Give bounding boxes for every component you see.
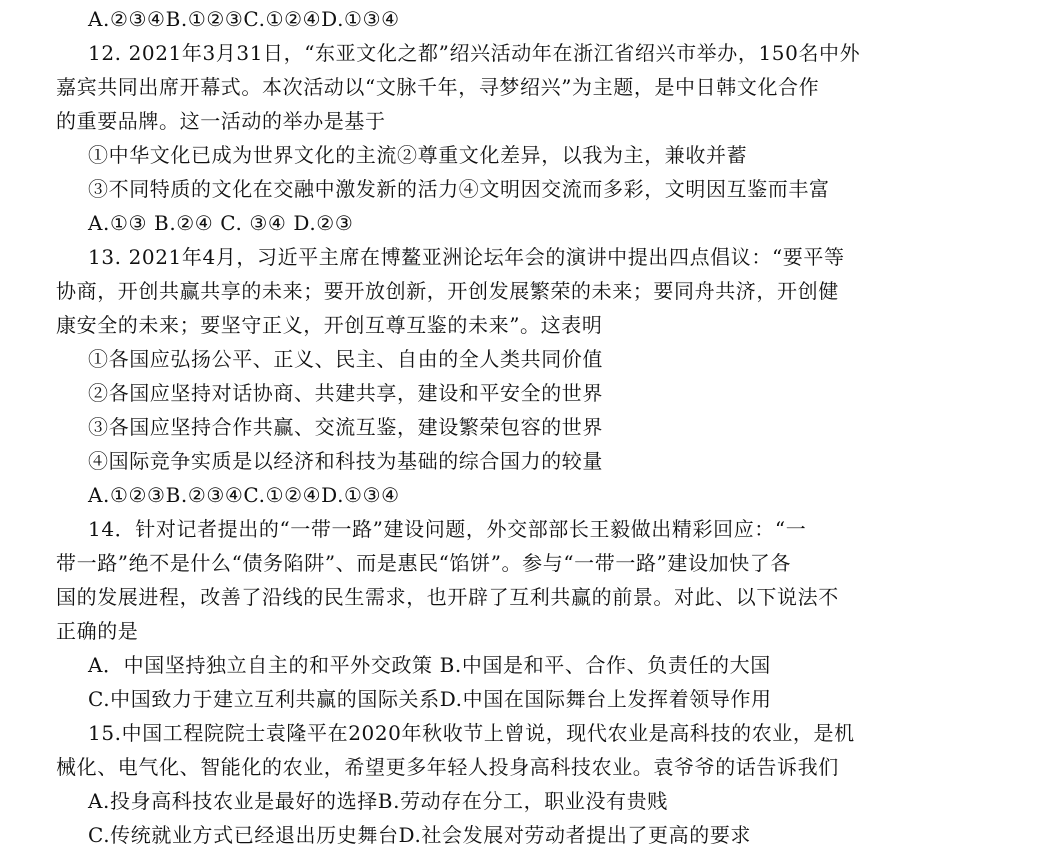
q14-options-c-d: C.中国致力于建立互利共赢的国际关系D.中国在国际舞台上发挥着领导作用: [88, 687, 772, 711]
q12-stem-line-1: 12. 2021年3月31日，“东亚文化之都”绍兴活动年在浙江省绍兴市举办，150名中外: [88, 41, 861, 65]
q14-options-a-b: A．中国坚持独立自主的和平外交政策 B.中国是和平、合作、负责任的大国: [88, 653, 771, 677]
q15-stem-line-2: 械化、电气化、智能化的农业，希望更多年轻人投身高科技农业。袁爷爷的话告诉我们: [56, 755, 839, 779]
q13-statement-4: ④国际竞争实质是以经济和科技为基础的综合国力的较量: [88, 449, 603, 473]
q14-stem-line-3: 国的发展进程，改善了沿线的民生需求，也开辟了互利共赢的前景。对此、以下说法不: [56, 585, 839, 609]
q12-options: A.①③ B.②④ C. ③④ D.②③: [88, 211, 354, 235]
q14-stem-line-4: 正确的是: [56, 619, 139, 643]
q12-statement-3-4: ③不同特质的文化在交融中激发新的活力④文明因交流而多彩，文明因互鉴而丰富: [88, 177, 830, 201]
q13-statement-3: ③各国应坚持合作共赢、交流互鉴，建设繁荣包容的世界: [88, 415, 603, 439]
q12-statement-1-2: ①中华文化已成为世界文化的主流②尊重文化差异，以我为主，兼收并蓄: [88, 143, 748, 167]
q13-stem-line-1: 13. 2021年4月，习近平主席在博鳌亚洲论坛年会的演讲中提出四点倡议：“要平等: [88, 245, 845, 269]
q13-stem-line-2: 协商，开创共赢共享的未来；要开放创新，开创发展繁荣的未来；要同舟共济，开创健: [56, 279, 839, 303]
q13-stem-line-3: 康安全的未来；要坚守正义，开创互尊互鉴的未来”。这表明: [56, 313, 603, 337]
q11-options: A.②③④B.①②③C.①②④D.①③④: [88, 7, 400, 31]
q15-stem-line-1: 15.中国工程院院士袁隆平在2020年秋收节上曾说，现代农业是高科技的农业，是机: [88, 721, 855, 745]
q13-statement-1: ①各国应弘扬公平、正义、民主、自由的全人类共同价值: [88, 347, 603, 371]
q13-options: A.①②③B.②③④C.①②④D.①③④: [88, 483, 400, 507]
q13-statement-2: ②各国应坚持对话协商、共建共享，建设和平安全的世界: [88, 381, 603, 405]
q15-options-a-b: A.投身高科技农业是最好的选择B.劳动存在分工，职业没有贵贱: [88, 789, 668, 813]
q15-options-c-d: C.传统就业方式已经退出历史舞台D.社会发展对劳动者提出了更高的要求: [88, 823, 752, 847]
q14-stem-line-1: 14．针对记者提出的“一带一路”建设问题，外交部部长王毅做出精彩回应：“一: [88, 517, 807, 541]
q12-stem-line-2: 嘉宾共同出席开幕式。本次活动以“文脉千年，寻梦绍兴”为主题，是中日韩文化合作: [56, 75, 820, 99]
q14-stem-line-2: 带一路”绝不是什么“债务陷阱”、而是惠民“馅饼”。参与“一带一路”建设加快了各: [56, 551, 791, 575]
q12-stem-line-3: 的重要品牌。这一活动的举办是基于: [56, 109, 386, 133]
